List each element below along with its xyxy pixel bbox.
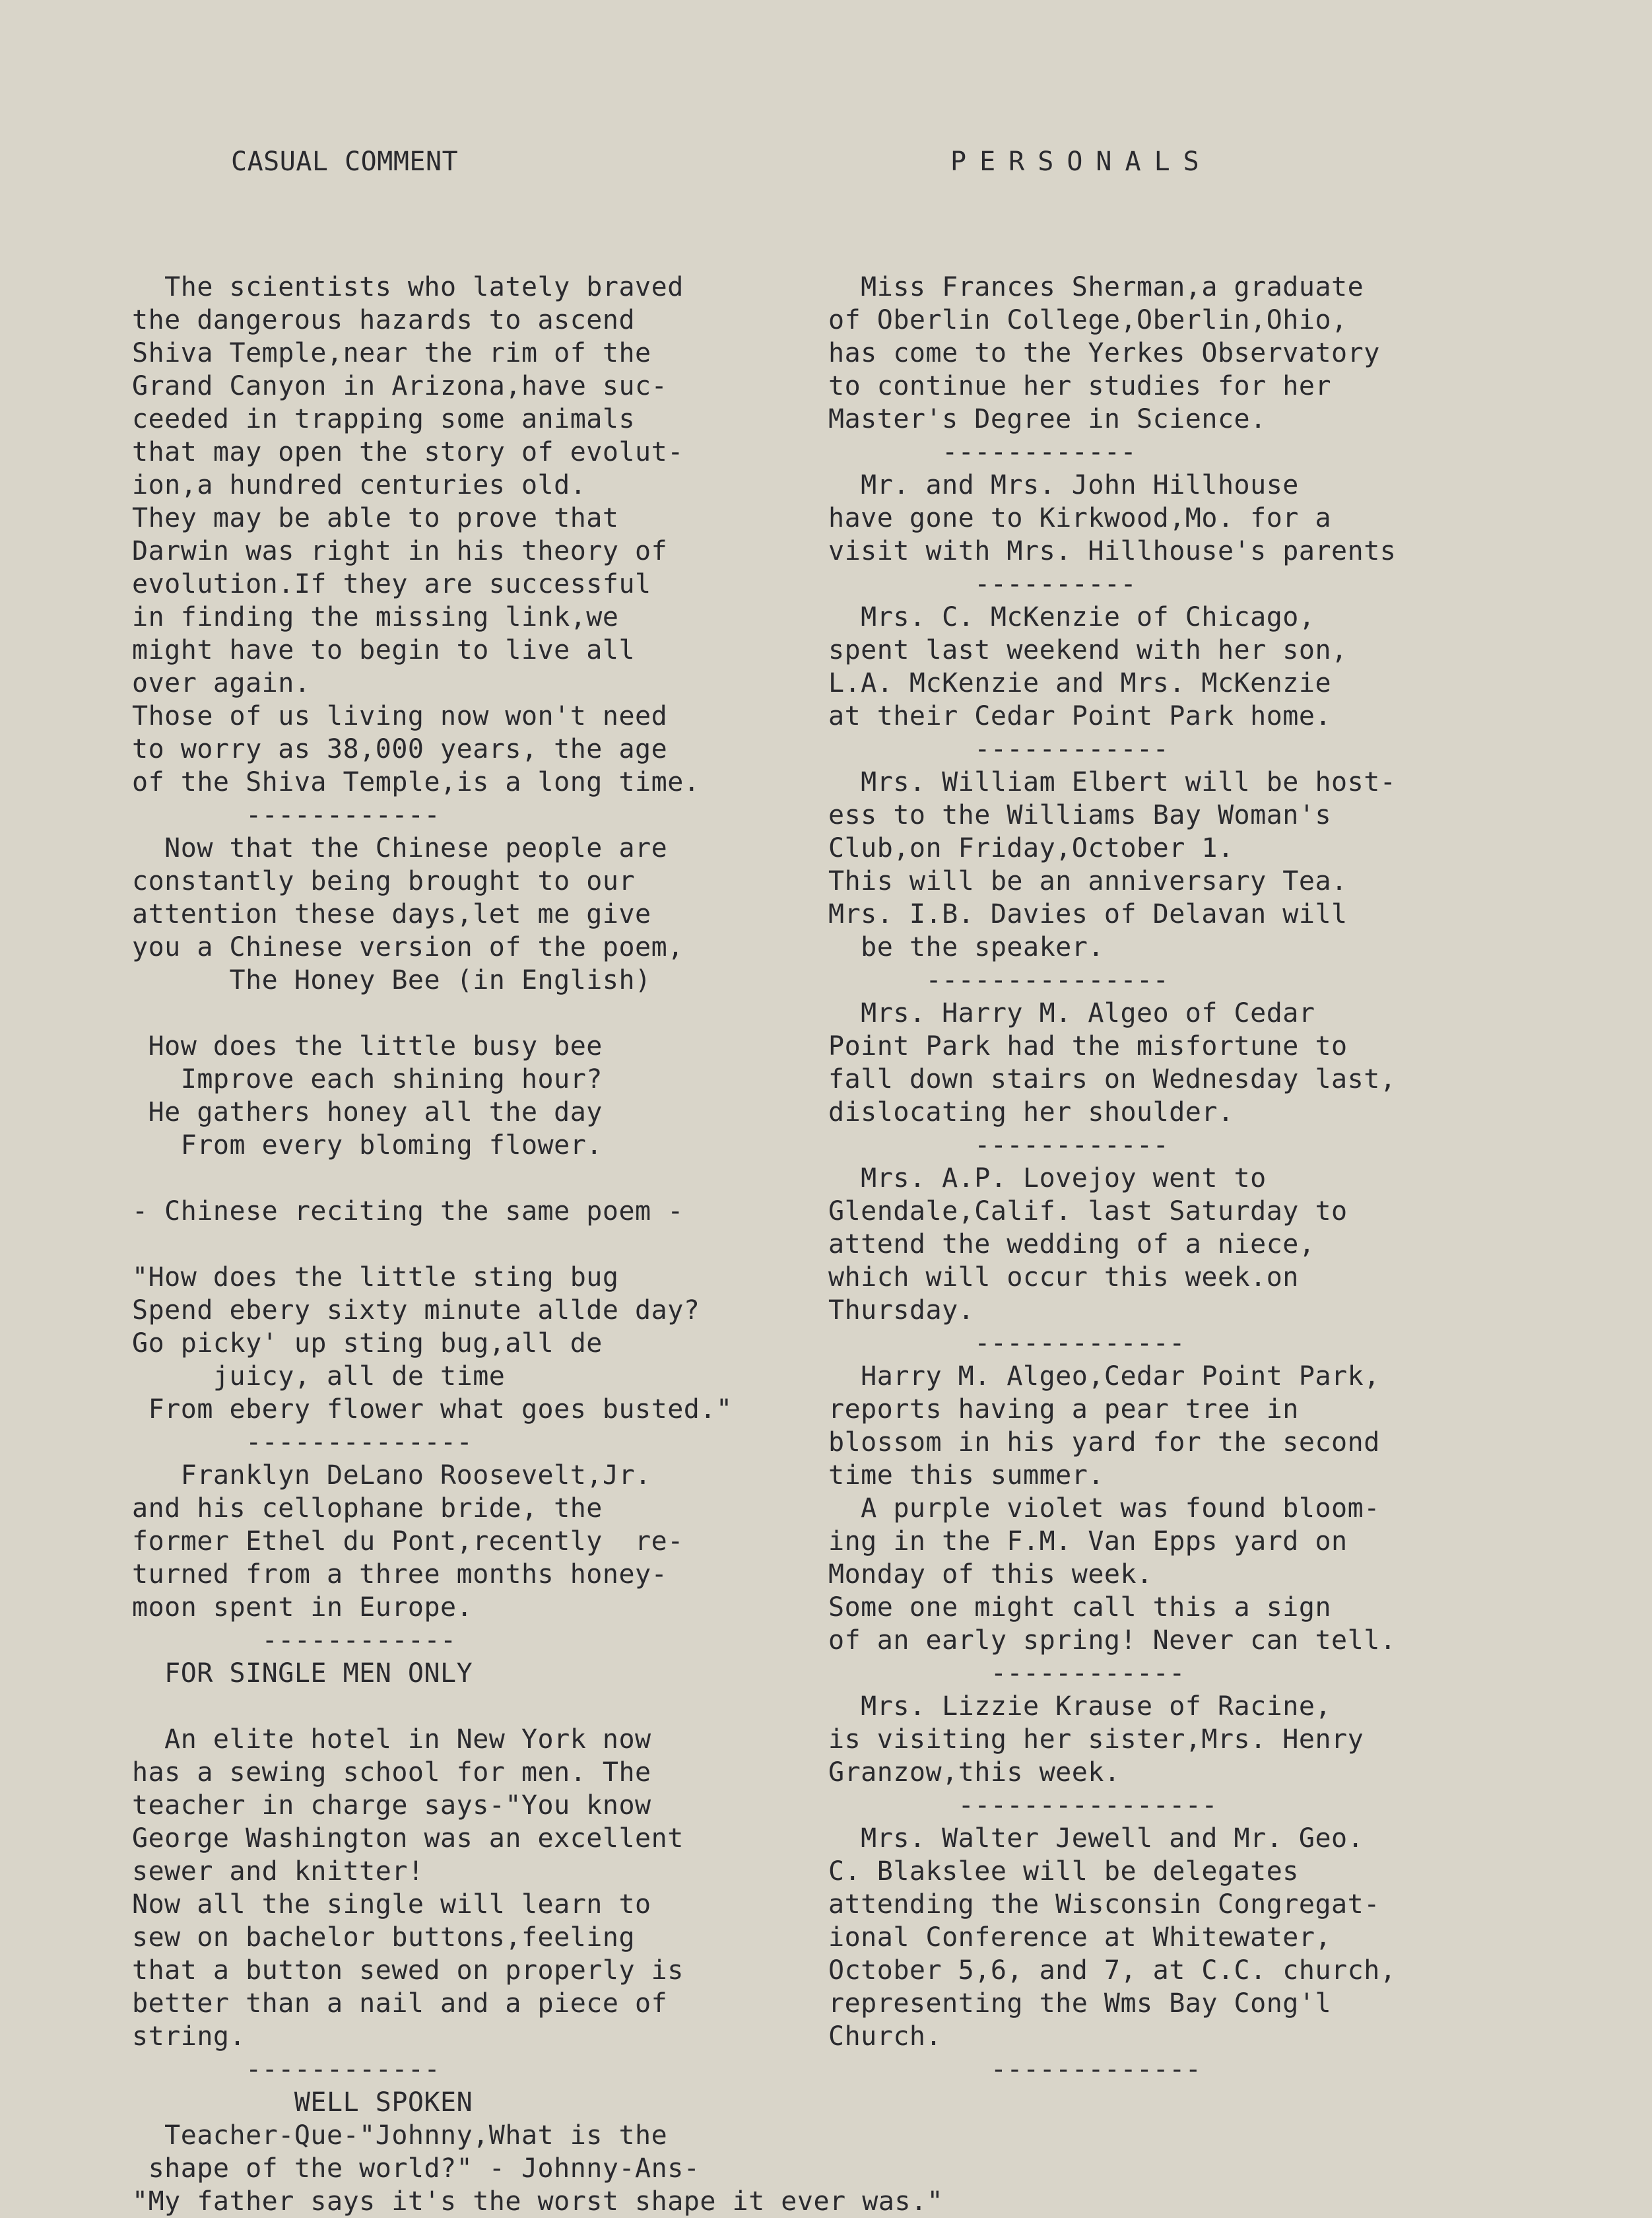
text-line: ing in the F.M. Van Epps yard on: [828, 1526, 1348, 1557]
text-line: An elite hotel in New York now: [132, 1724, 651, 1755]
text-line: Miss Frances Sherman,a graduate: [828, 272, 1364, 302]
text-line: Franklyn DeLano Roosevelt,Jr.: [132, 1460, 651, 1491]
text-line: How does the little busy bee: [132, 1031, 603, 1061]
text-line: of Oberlin College,Oberlin,Ohio,: [828, 305, 1348, 335]
text-line: ional Conference at Whitewater,: [828, 1922, 1332, 1953]
text-line: attention these days,let me give: [132, 899, 651, 929]
text-line: ceeded in trapping some animals: [132, 404, 636, 434]
text-line: Mrs. C. McKenzie of Chicago,: [828, 602, 1315, 632]
text-line: that a button sewed on properly is: [132, 1955, 684, 1986]
text-line: The scientists who lately braved: [132, 272, 684, 302]
text-line: spent last weekend with her son,: [828, 635, 1348, 665]
text-line: evolution.If they are successful: [132, 569, 651, 599]
text-line: Darwin was right in his theory of: [132, 536, 668, 566]
text-line: C. Blakslee will be delegates: [828, 1856, 1299, 1887]
text-line: Those of us living now won't need: [132, 701, 668, 731]
text-line: in finding the missing link,we: [132, 602, 619, 632]
text-line: The Honey Bee (in English): [132, 965, 651, 995]
text-line: [132, 997, 832, 1030]
text-line: Mr. and Mrs. John Hillhouse: [828, 470, 1299, 500]
text-line: ion,a hundred centuries old.: [132, 470, 587, 500]
text-line: Master's Degree in Science.: [828, 404, 1267, 434]
text-line: [132, 1690, 832, 1723]
text-line: - Chinese reciting the same poem -: [132, 1196, 684, 1227]
text-line: juicy, all de time: [132, 1361, 506, 1392]
text-line: L.A. McKenzie and Mrs. McKenzie: [828, 668, 1332, 698]
text-line: have gone to Kirkwood,Mo. for a: [828, 503, 1332, 533]
text-line: be the speaker.: [828, 932, 1104, 962]
text-line: has come to the Yerkes Observatory: [828, 338, 1380, 368]
text-line: Mrs. Harry M. Algeo of Cedar: [828, 998, 1315, 1028]
text-line: -------------: [828, 1328, 1185, 1359]
text-line: "How does the little sting bug: [132, 1262, 619, 1293]
text-line: -------------: [828, 2054, 1202, 2085]
text-line: ------------: [828, 734, 1170, 764]
text-line: October 5,6, and 7, at C.C. church,: [828, 1955, 1397, 1986]
text-line: Harry M. Algeo,Cedar Point Park,: [828, 1361, 1380, 1392]
text-line: attend the wedding of a niece,: [828, 1229, 1315, 1260]
text-line: Now that the Chinese people are: [132, 833, 668, 863]
text-line: Glendale,Calif. last Saturday to: [828, 1196, 1348, 1227]
text-line: "My father says it's the worst shape it ever was.": [132, 2186, 944, 2217]
casual-comment-heading: CASUAL COMMENT: [231, 147, 459, 177]
text-line: [132, 1228, 832, 1261]
text-line: over again.: [132, 668, 311, 698]
text-line: Point Park had the misfortune to: [828, 1031, 1348, 1061]
text-line: [132, 1162, 832, 1195]
text-line: sewer and knitter!: [132, 1856, 424, 1887]
text-line: ---------------: [828, 965, 1170, 995]
text-line: visit with Mrs. Hillhouse's parents: [828, 536, 1397, 566]
text-line: Mrs. I.B. Davies of Delavan will: [828, 899, 1348, 929]
text-line: dislocating her shoulder.: [828, 1097, 1234, 1127]
text-line: ------------: [132, 1625, 457, 1656]
text-line: ------------: [132, 2054, 441, 2085]
text-line: Go picky' up sting bug,all de: [132, 1328, 603, 1359]
text-line: Improve each shining hour?: [132, 1064, 603, 1094]
text-line: Teacher-Que-"Johnny,What is the: [132, 2120, 668, 2151]
text-line: ----------: [828, 569, 1137, 599]
text-line: ------------: [828, 1130, 1170, 1160]
text-line: This will be an anniversary Tea.: [828, 866, 1348, 896]
text-line: Mrs. William Elbert will be host-: [828, 767, 1397, 797]
text-line: better than a nail and a piece of: [132, 1988, 668, 2019]
text-line: the dangerous hazards to ascend: [132, 305, 636, 335]
text-line: turned from a three months honey-: [132, 1559, 668, 1590]
personals-heading: PERSONALS: [950, 147, 1212, 177]
text-line: that may open the story of evolut-: [132, 437, 684, 467]
text-line: string.: [132, 2021, 246, 2052]
text-line: ------------: [828, 1658, 1185, 1689]
text-line: Club,on Friday,October 1.: [828, 833, 1234, 863]
text-line: teacher in charge says-"You know: [132, 1790, 651, 1821]
text-line: and his cellophane bride, the: [132, 1493, 603, 1524]
text-line: Granzow,this week.: [828, 1757, 1121, 1788]
text-line: He gathers honey all the day: [132, 1097, 603, 1127]
text-line: Mrs. A.P. Lovejoy went to: [828, 1163, 1267, 1193]
text-line: is visiting her sister,Mrs. Henry: [828, 1724, 1364, 1755]
text-line: Spend ebery sixty minute allde day?: [132, 1295, 700, 1326]
text-line: ----------------: [828, 1790, 1218, 1821]
personals-column: [828, 79, 1554, 2086]
text-line: shape of the world?" - Johnny-Ans-: [132, 2153, 700, 2184]
text-line: of an early spring! Never can tell.: [828, 1625, 1397, 1656]
text-line: From ebery flower what goes busted.": [132, 1394, 733, 1425]
text-line: might have to begin to live all: [132, 635, 636, 665]
text-line: Mrs. Lizzie Krause of Racine,: [828, 1691, 1332, 1722]
text-line: has a sewing school for men. The: [132, 1757, 651, 1788]
text-line: fall down stairs on Wednesday last,: [828, 1064, 1397, 1094]
text-line: constantly being brought to our: [132, 866, 636, 896]
text-line: Thursday.: [828, 1295, 975, 1326]
text-line: former Ethel du Pont,recently re-: [132, 1526, 684, 1557]
text-line: --------------: [132, 1427, 473, 1458]
text-line: representing the Wms Bay Cong'l: [828, 1988, 1332, 2019]
text-line: ------------: [132, 800, 441, 830]
text-line: at their Cedar Point Park home.: [828, 701, 1332, 731]
text-line: of the Shiva Temple,is a long time.: [132, 767, 700, 797]
text-line: Some one might call this a sign: [828, 1592, 1332, 1623]
text-line: which will occur this week.on: [828, 1262, 1299, 1293]
text-line: reports having a pear tree in: [828, 1394, 1299, 1425]
text-line: A purple violet was found bloom-: [828, 1493, 1380, 1524]
text-line: to worry as 38,000 years, the age: [132, 734, 668, 764]
text-line: Church.: [828, 2021, 942, 2052]
text-line: you a Chinese version of the poem,: [132, 932, 684, 962]
text-line: Now all the single will learn to: [132, 1889, 651, 1920]
text-line: time this summer.: [828, 1460, 1104, 1491]
text-line: FOR SINGLE MEN ONLY: [132, 1658, 473, 1689]
text-line: blossom in his yard for the second: [828, 1427, 1380, 1458]
text-line: Mrs. Walter Jewell and Mr. Geo.: [828, 1823, 1364, 1854]
text-line: From every bloming flower.: [132, 1130, 603, 1160]
text-line: George Washington was an excellent: [132, 1823, 684, 1854]
text-line: Grand Canyon in Arizona,have suc-: [132, 371, 668, 401]
text-line: Monday of this week.: [828, 1559, 1153, 1590]
text-line: attending the Wisconsin Congregat-: [828, 1889, 1380, 1920]
text-line: WELL SPOKEN: [132, 2087, 473, 2118]
text-line: to continue her studies for her: [828, 371, 1332, 401]
text-line: ess to the Williams Bay Woman's: [828, 800, 1332, 830]
text-line: sew on bachelor buttons,feeling: [132, 1922, 636, 1953]
text-line: Shiva Temple,near the rim of the: [132, 338, 651, 368]
text-line: ------------: [828, 437, 1137, 467]
text-line: They may be able to prove that: [132, 503, 619, 533]
text-line: moon spent in Europe.: [132, 1592, 473, 1623]
